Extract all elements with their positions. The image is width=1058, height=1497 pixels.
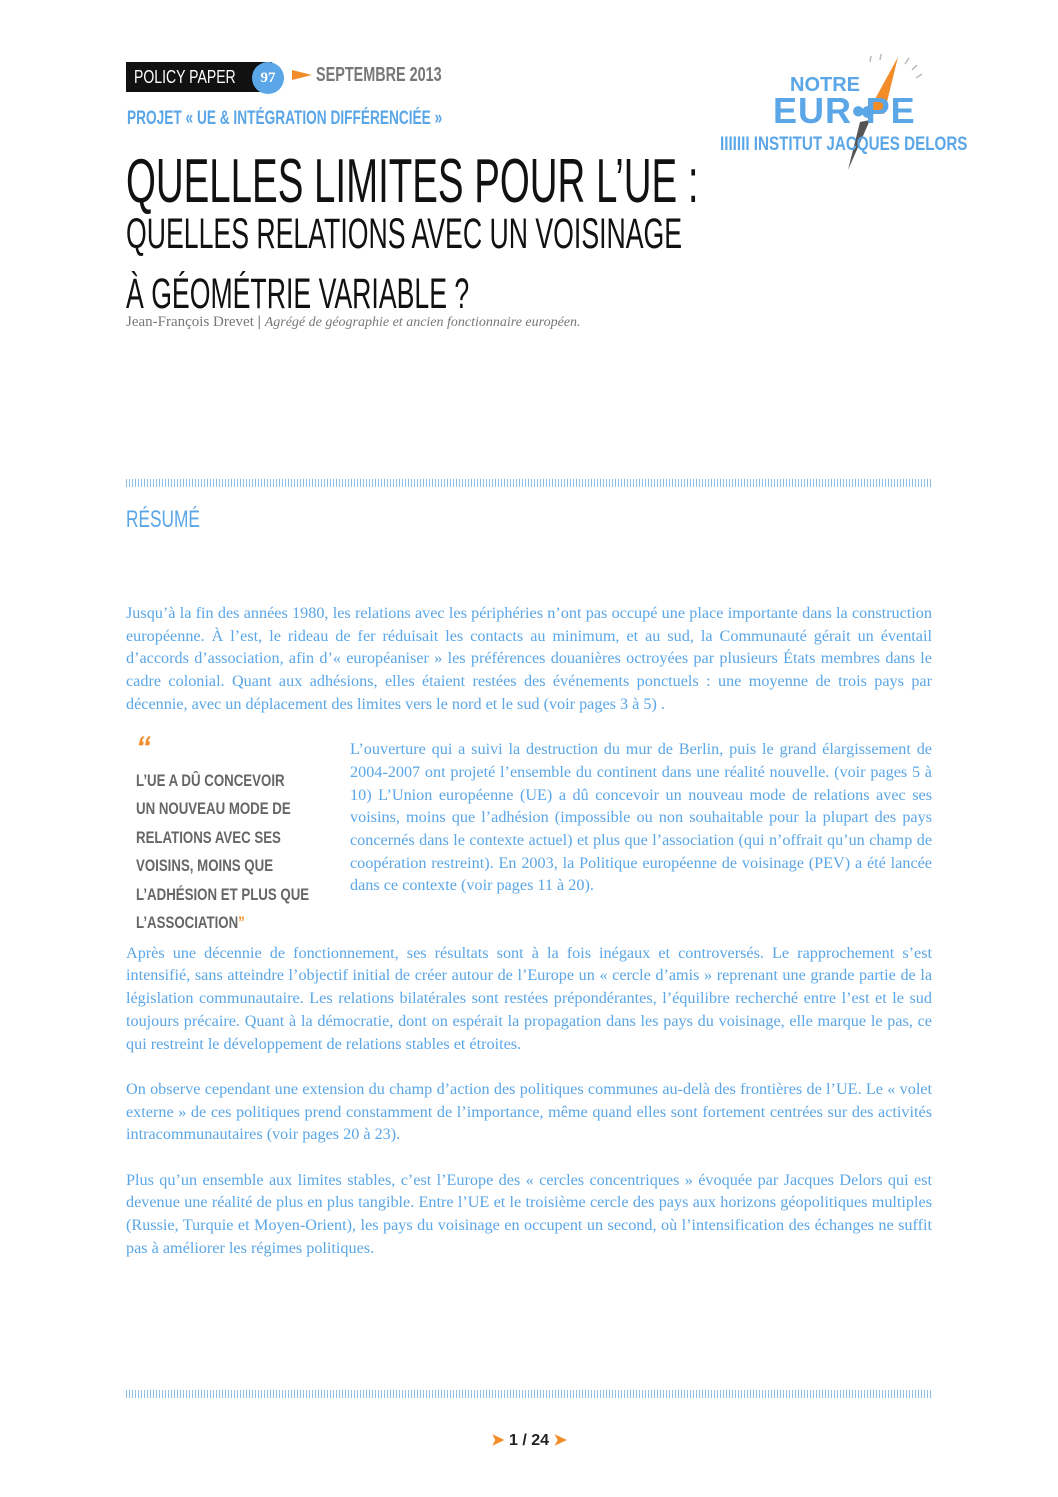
project-text: PROJET « UE & INTÉGRATION DIFFÉRENCIÉE » [127, 108, 443, 129]
author-role: Agrégé de géographie et ancien fonctionnaire européen. [264, 315, 581, 330]
pull-quote-line: UN NOUVEAU MODE DE [136, 799, 291, 819]
paragraph: Plus qu’un ensemble aux limites stables, c’est l’Europe des « cercles concentriques » évoquée par Jacques Delors qui est devenue une réalité de plus en plus tangible. Entre l’UE et le troisième cercle des pays aux horizons géopolitiques multiples (Russie, Turquie et Moyen-Orient), les pays du voisinage en occupent un second, où l’intensification des échanges ne suffit pas à améliorer les régimes politiques. [126, 1170, 932, 1257]
subtitle-line-1: QUELLES RELATIONS AVEC UN VOISINAGE [126, 210, 683, 258]
subtitle [126, 210, 1023, 330]
summary-body [126, 602, 932, 1282]
open-quote-icon: “ [136, 731, 151, 765]
issue-number: 97 [252, 62, 284, 94]
page-number [0, 1430, 1058, 1450]
pull-quote [136, 731, 336, 938]
pull-quote-line: L’ASSOCIATION [136, 913, 239, 933]
logo-institut-text: IIIIIII INSTITUT JACQUES DELORS [720, 134, 968, 155]
author-line [126, 314, 581, 331]
author-name: Jean-François Drevet [126, 314, 254, 330]
paragraph: Après une décennie de fonctionnement, ses résultats sont à la fois inégaux et controversés. Le rapprochement s’est intensifié, sans atteindre l’objectif initial de créer autour de l’Europe un « cercle d’amis » reprenant une grande partie de la législation communautaire. Les relations bilatérales sont restées prépondérantes, l’équilibre recherché entre l’est et le sud toujours précaire. Quant à la démocratie, dont on espérait la propagation dans les pays du voisinage, elle marque le pas, ce qui restreint le développement de relations stables et étroites. [126, 943, 932, 1053]
page-number-text: 1 / 24 [508, 1432, 550, 1449]
paragraph: On observe cependant une extension du champ d’action des politiques communes au-delà des frontières de l’UE. Le « volet externe » de ces politiques prend constamment de l’importance, même quand elles sont fortement centrées sur des activités intracommunautaires (voir pages 20 à 23). [126, 1079, 932, 1144]
project-label [127, 108, 565, 130]
arrow-icon [292, 70, 312, 80]
paragraph: L’ouverture qui a suivi la destruction du mur de Berlin, puis le grand élargissement de 2004-2007 ont projeté l’ensemble du continent dans une réalité nouvelle. (voir pages 5 à 10) L’Union européenne (UE) a dû concevoir un nouveau mode de relations avec ses voisins, moins que l’adhésion (impossible ou non souhaitable pour la plupart des pays concernés dans le contexte actuel) et plus que l’association (qui n’offrait qu’un champ de coopération restreint). En 2003, la Politique européenne de voisinage (PEV) a été lancée dans ce contexte (voir pages 11 à 20). [350, 740, 932, 895]
author-separator: | [253, 314, 265, 330]
main-title [126, 146, 1049, 218]
publication-date [316, 64, 491, 87]
logo-notre: NOTRE [790, 74, 860, 96]
arrow-icon: ➤ [491, 1432, 509, 1449]
divider-bottom [126, 1390, 932, 1398]
divider-top [126, 479, 932, 487]
logo-europe: EUR•PE [773, 90, 916, 131]
section-heading-text: RÉSUMÉ [126, 506, 200, 533]
close-quote-icon: ” [238, 913, 245, 933]
main-title-text: QUELLES LIMITES POUR L’UE : [126, 147, 699, 216]
pull-quote-line: RELATIONS AVEC SES [136, 827, 281, 847]
pull-quote-line: L’UE A DÛ CONCEVOIR [136, 770, 285, 790]
pull-quote-line: VOISINS, MOINS QUE [136, 856, 274, 876]
pull-quote-line: L’ADHÉSION ET PLUS QUE [136, 884, 310, 904]
paragraph: Jusqu’à la fin des années 1980, les relations avec les périphéries n’ont pas occupé une place importante dans la construction européenne. À l’est, le rideau de fer réduisait les contacts au minimum, et au sud, la Communauté gérait un éventail d’accords d’association, afin d’« européaniser » les préférences douanières octroyées par plusieurs États membres dans le cadre colonial. Quant aux adhésions, elles étaient restées des événements ponctuels : une moyenne de trois pays par décennie, avec un déplacement des limites vers le nord et le sud (voir pages 3 à 5) . [126, 604, 932, 713]
badge-label: POLICY PAPER [134, 67, 236, 87]
arrow-icon: ➤ [549, 1432, 567, 1449]
policy-paper-badge [126, 62, 272, 92]
date-label: SEPTEMBRE 2013 [316, 64, 442, 86]
subtitle-line-2: À GÉOMÉTRIE VARIABLE ? [126, 270, 470, 318]
section-heading [126, 506, 229, 534]
